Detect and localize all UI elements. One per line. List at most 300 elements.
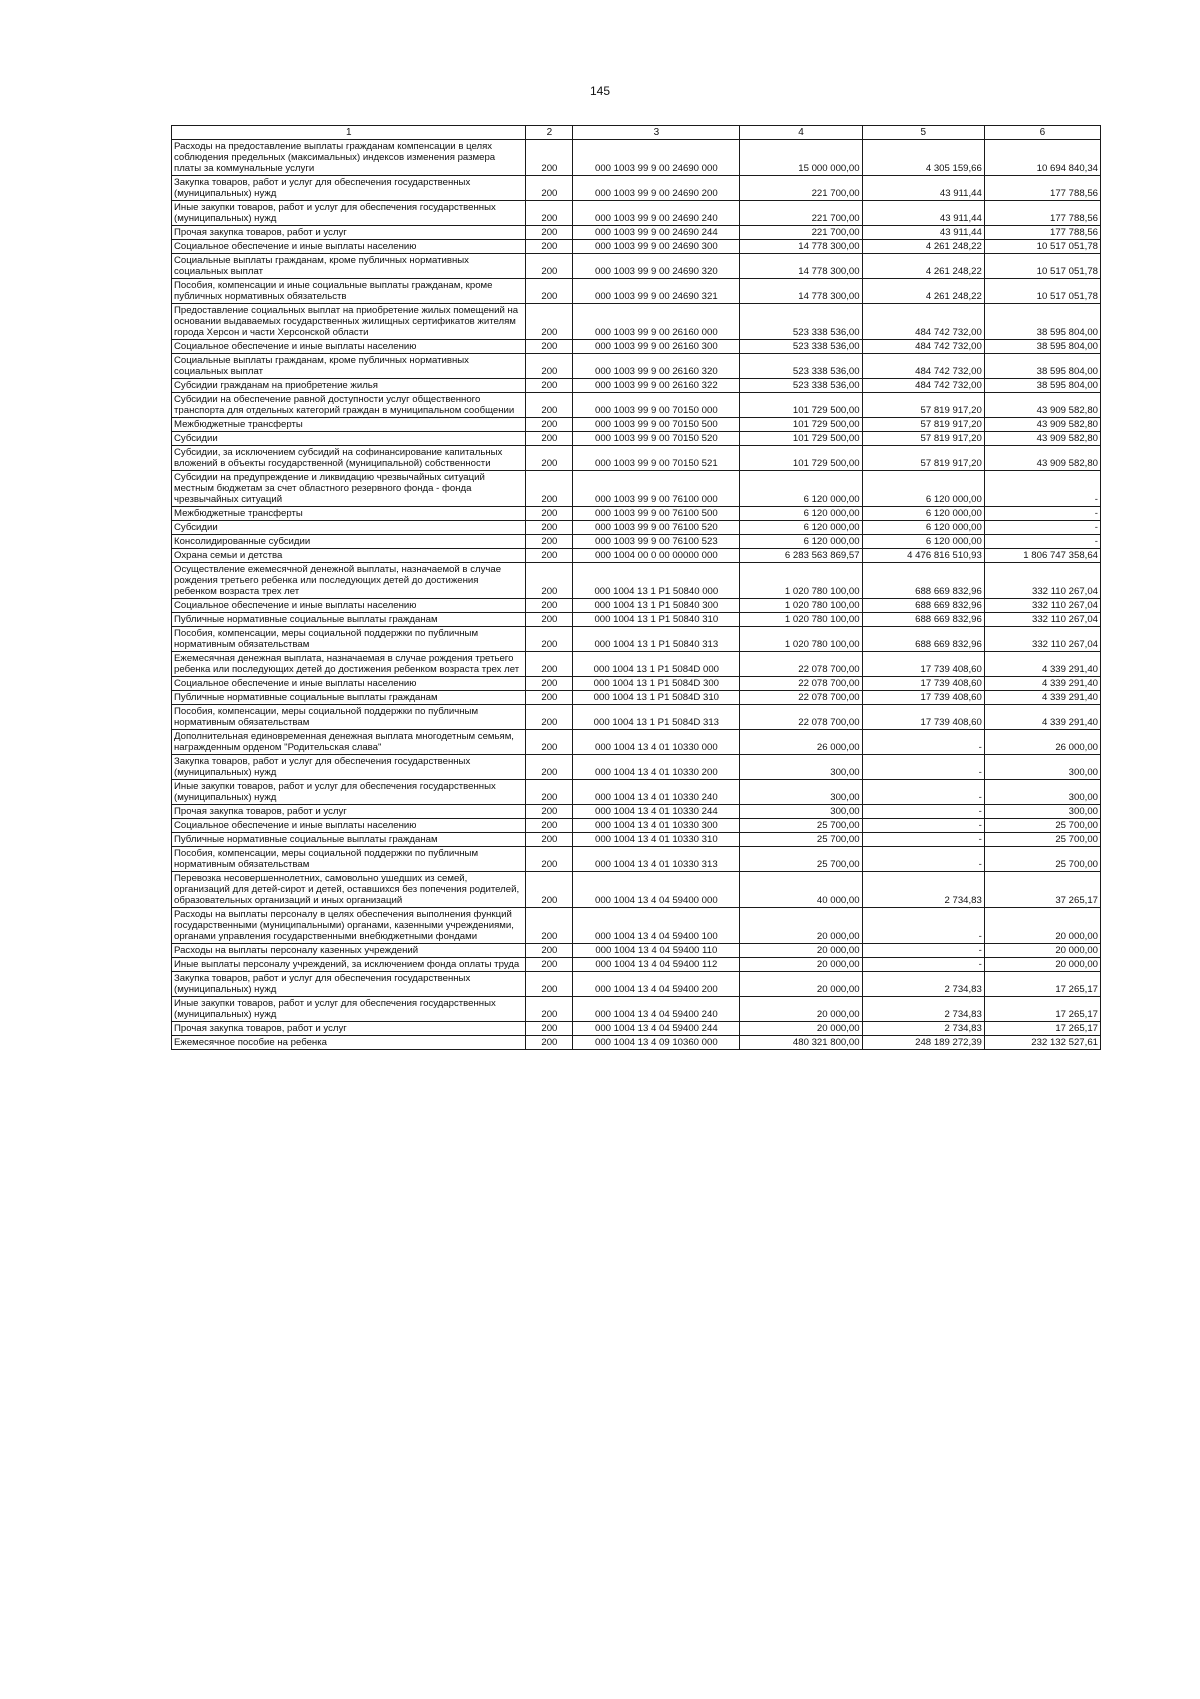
budget-code-cell: 000 1004 13 1 P1 50840 313 <box>573 627 740 652</box>
executed-amount-cell: 57 819 917,20 <box>862 432 984 446</box>
approved-amount-cell: 1 020 780 100,00 <box>740 599 862 613</box>
executed-amount-cell: 248 189 272,39 <box>862 1036 984 1050</box>
budget-code-cell: 000 1003 99 9 00 70150 521 <box>573 446 740 471</box>
column-header: 5 <box>862 126 984 140</box>
table-row <box>172 201 1101 226</box>
column-header: 6 <box>984 126 1100 140</box>
executed-amount-cell: 484 742 732,00 <box>862 340 984 354</box>
budget-code-cell: 000 1004 13 4 01 10330 300 <box>573 819 740 833</box>
table-row <box>172 379 1101 393</box>
approved-amount-cell: 221 700,00 <box>740 201 862 226</box>
unexecuted-amount-cell: 300,00 <box>984 780 1100 805</box>
row-name-cell: Субсидии на обеспечение равной доступности услуг общественного транспорта для отдельных категорий граждан в муниципальном сообщении <box>172 393 526 418</box>
line-code-cell: 200 <box>526 140 573 176</box>
table-row <box>172 997 1101 1022</box>
executed-amount-cell: 688 669 832,96 <box>862 627 984 652</box>
budget-code-cell: 000 1004 13 4 04 59400 244 <box>573 1022 740 1036</box>
budget-code-cell: 000 1003 99 9 00 24690 244 <box>573 226 740 240</box>
row-name-cell: Расходы на предоставление выплаты гражданам компенсации в целях соблюдения предельных (максимальных) индексов изменения размера платы за коммунальные услуги <box>172 140 526 176</box>
unexecuted-amount-cell: 4 339 291,40 <box>984 691 1100 705</box>
table-row <box>172 304 1101 340</box>
line-code-cell: 200 <box>526 599 573 613</box>
column-header: 3 <box>573 126 740 140</box>
table-row <box>172 730 1101 755</box>
budget-code-cell: 000 1004 00 0 00 00000 000 <box>573 549 740 563</box>
approved-amount-cell: 523 338 536,00 <box>740 354 862 379</box>
budget-code-cell: 000 1004 13 1 P1 5084D 300 <box>573 677 740 691</box>
executed-amount-cell: 4 261 248,22 <box>862 279 984 304</box>
approved-amount-cell: 20 000,00 <box>740 958 862 972</box>
unexecuted-amount-cell: 25 700,00 <box>984 819 1100 833</box>
row-name-cell: Иные закупки товаров, работ и услуг для обеспечения государственных (муниципальных) нужд <box>172 780 526 805</box>
line-code-cell: 200 <box>526 691 573 705</box>
table-row <box>172 972 1101 997</box>
budget-code-cell: 000 1004 13 4 04 59400 000 <box>573 872 740 908</box>
unexecuted-amount-cell: 25 700,00 <box>984 833 1100 847</box>
line-code-cell: 200 <box>526 1022 573 1036</box>
executed-amount-cell: 484 742 732,00 <box>862 379 984 393</box>
executed-amount-cell: 57 819 917,20 <box>862 393 984 418</box>
approved-amount-cell: 40 000,00 <box>740 872 862 908</box>
table-row <box>172 833 1101 847</box>
approved-amount-cell: 20 000,00 <box>740 1022 862 1036</box>
budget-code-cell: 000 1003 99 9 00 70150 500 <box>573 418 740 432</box>
line-code-cell: 200 <box>526 226 573 240</box>
row-name-cell: Публичные нормативные социальные выплаты гражданам <box>172 691 526 705</box>
unexecuted-amount-cell: 17 265,17 <box>984 972 1100 997</box>
row-name-cell: Публичные нормативные социальные выплаты гражданам <box>172 613 526 627</box>
executed-amount-cell: 4 305 159,66 <box>862 140 984 176</box>
budget-code-cell: 000 1004 13 4 01 10330 200 <box>573 755 740 780</box>
budget-code-cell: 000 1003 99 9 00 24690 240 <box>573 201 740 226</box>
table-row <box>172 908 1101 944</box>
budget-code-cell: 000 1003 99 9 00 26160 320 <box>573 354 740 379</box>
row-name-cell: Пособия, компенсации, меры социальной поддержки по публичным нормативным обязательствам <box>172 705 526 730</box>
line-code-cell: 200 <box>526 705 573 730</box>
unexecuted-amount-cell: 332 110 267,04 <box>984 563 1100 599</box>
unexecuted-amount-cell: 300,00 <box>984 805 1100 819</box>
table-row <box>172 691 1101 705</box>
row-name-cell: Предоставление социальных выплат на приобретение жилых помещений на основании выдаваемых государственных жилищных сертификатов жителям города Херсон и части Херсонской области <box>172 304 526 340</box>
executed-amount-cell: 688 669 832,96 <box>862 613 984 627</box>
budget-code-cell: 000 1003 99 9 00 24690 200 <box>573 176 740 201</box>
approved-amount-cell: 22 078 700,00 <box>740 705 862 730</box>
executed-amount-cell: 2 734,83 <box>862 872 984 908</box>
executed-amount-cell: - <box>862 908 984 944</box>
budget-code-cell: 000 1004 13 1 P1 5084D 313 <box>573 705 740 730</box>
table-row <box>172 535 1101 549</box>
executed-amount-cell: - <box>862 944 984 958</box>
executed-amount-cell: 688 669 832,96 <box>862 599 984 613</box>
budget-code-cell: 000 1003 99 9 00 70150 520 <box>573 432 740 446</box>
table-row <box>172 705 1101 730</box>
page-number: 145 <box>589 84 611 98</box>
table-row <box>172 279 1101 304</box>
table-row <box>172 1022 1101 1036</box>
budget-code-cell: 000 1003 99 9 00 26160 300 <box>573 340 740 354</box>
executed-amount-cell: 4 261 248,22 <box>862 254 984 279</box>
unexecuted-amount-cell: 332 110 267,04 <box>984 627 1100 652</box>
table-row <box>172 780 1101 805</box>
unexecuted-amount-cell: 43 909 582,80 <box>984 432 1100 446</box>
budget-code-cell: 000 1004 13 4 01 10330 313 <box>573 847 740 872</box>
approved-amount-cell: 6 120 000,00 <box>740 507 862 521</box>
unexecuted-amount-cell: 25 700,00 <box>984 847 1100 872</box>
row-name-cell: Субсидии гражданам на приобретение жилья <box>172 379 526 393</box>
line-code-cell: 200 <box>526 627 573 652</box>
approved-amount-cell: 101 729 500,00 <box>740 418 862 432</box>
budget-code-cell: 000 1004 13 4 01 10330 240 <box>573 780 740 805</box>
unexecuted-amount-cell: 232 132 527,61 <box>984 1036 1100 1050</box>
budget-code-cell: 000 1004 13 4 04 59400 200 <box>573 972 740 997</box>
line-code-cell: 200 <box>526 730 573 755</box>
table-row <box>172 507 1101 521</box>
approved-amount-cell: 20 000,00 <box>740 972 862 997</box>
executed-amount-cell: 17 739 408,60 <box>862 691 984 705</box>
executed-amount-cell: 2 734,83 <box>862 1022 984 1036</box>
row-name-cell: Межбюджетные трансферты <box>172 507 526 521</box>
table-row <box>172 847 1101 872</box>
row-name-cell: Закупка товаров, работ и услуг для обеспечения государственных (муниципальных) нужд <box>172 176 526 201</box>
approved-amount-cell: 523 338 536,00 <box>740 340 862 354</box>
approved-amount-cell: 20 000,00 <box>740 997 862 1022</box>
executed-amount-cell: - <box>862 958 984 972</box>
line-code-cell: 200 <box>526 446 573 471</box>
executed-amount-cell: - <box>862 805 984 819</box>
table-row <box>172 549 1101 563</box>
executed-amount-cell: - <box>862 780 984 805</box>
budget-code-cell: 000 1004 13 1 P1 50840 300 <box>573 599 740 613</box>
executed-amount-cell: 6 120 000,00 <box>862 521 984 535</box>
row-name-cell: Социальное обеспечение и иные выплаты населению <box>172 599 526 613</box>
executed-amount-cell: 6 120 000,00 <box>862 535 984 549</box>
budget-code-cell: 000 1004 13 4 04 59400 112 <box>573 958 740 972</box>
budget-table <box>171 125 1101 1050</box>
unexecuted-amount-cell: 10 694 840,34 <box>984 140 1100 176</box>
table-row <box>172 755 1101 780</box>
approved-amount-cell: 6 120 000,00 <box>740 521 862 535</box>
executed-amount-cell: 688 669 832,96 <box>862 563 984 599</box>
table-row <box>172 627 1101 652</box>
executed-amount-cell: - <box>862 730 984 755</box>
table-row <box>172 958 1101 972</box>
table-body <box>172 140 1101 1050</box>
unexecuted-amount-cell: 177 788,56 <box>984 201 1100 226</box>
table-header-row <box>172 126 1101 140</box>
unexecuted-amount-cell: 10 517 051,78 <box>984 279 1100 304</box>
table-row <box>172 677 1101 691</box>
row-name-cell: Закупка товаров, работ и услуг для обеспечения государственных (муниципальных) нужд <box>172 755 526 780</box>
row-name-cell: Дополнительная единовременная денежная выплата многодетным семьям, награжденным орденом "Родительская слава" <box>172 730 526 755</box>
row-name-cell: Социальное обеспечение и иные выплаты населению <box>172 819 526 833</box>
row-name-cell: Перевозка несовершеннолетних, самовольно ушедших из семей, организаций для детей-сирот и детей, оставшихся без попечения родителей, образовательных организаций и иных организаций <box>172 872 526 908</box>
row-name-cell: Консолидированные субсидии <box>172 535 526 549</box>
row-name-cell: Иные выплаты персоналу учреждений, за исключением фонда оплаты труда <box>172 958 526 972</box>
row-name-cell: Охрана семьи и детства <box>172 549 526 563</box>
row-name-cell: Пособия, компенсации, меры социальной поддержки по публичным нормативным обязательствам <box>172 847 526 872</box>
row-name-cell: Субсидии <box>172 521 526 535</box>
unexecuted-amount-cell: 38 595 804,00 <box>984 340 1100 354</box>
executed-amount-cell: 57 819 917,20 <box>862 446 984 471</box>
executed-amount-cell: 43 911,44 <box>862 226 984 240</box>
table-row <box>172 563 1101 599</box>
line-code-cell: 200 <box>526 677 573 691</box>
unexecuted-amount-cell: 177 788,56 <box>984 176 1100 201</box>
line-code-cell: 200 <box>526 847 573 872</box>
unexecuted-amount-cell: 332 110 267,04 <box>984 599 1100 613</box>
line-code-cell: 200 <box>526 1036 573 1050</box>
unexecuted-amount-cell: 43 909 582,80 <box>984 393 1100 418</box>
approved-amount-cell: 1 020 780 100,00 <box>740 613 862 627</box>
approved-amount-cell: 6 283 563 869,57 <box>740 549 862 563</box>
executed-amount-cell: 17 739 408,60 <box>862 705 984 730</box>
approved-amount-cell: 14 778 300,00 <box>740 254 862 279</box>
budget-code-cell: 000 1004 13 4 01 10330 310 <box>573 833 740 847</box>
line-code-cell: 200 <box>526 972 573 997</box>
row-name-cell: Расходы на выплаты персоналу в целях обеспечения выполнения функций государственными (муниципальными) органами, казенными учреждениями, органами управления государственными внебюджетными фондами <box>172 908 526 944</box>
unexecuted-amount-cell: 4 339 291,40 <box>984 705 1100 730</box>
budget-code-cell: 000 1004 13 1 P1 5084D 310 <box>573 691 740 705</box>
column-header: 4 <box>740 126 862 140</box>
row-name-cell: Расходы на выплаты персоналу казенных учреждений <box>172 944 526 958</box>
unexecuted-amount-cell: 1 806 747 358,64 <box>984 549 1100 563</box>
approved-amount-cell: 1 020 780 100,00 <box>740 627 862 652</box>
executed-amount-cell: 6 120 000,00 <box>862 471 984 507</box>
budget-code-cell: 000 1004 13 4 04 59400 110 <box>573 944 740 958</box>
line-code-cell: 200 <box>526 254 573 279</box>
line-code-cell: 200 <box>526 432 573 446</box>
approved-amount-cell: 15 000 000,00 <box>740 140 862 176</box>
row-name-cell: Пособия, компенсации и иные социальные выплаты гражданам, кроме публичных нормативных обязательств <box>172 279 526 304</box>
line-code-cell: 200 <box>526 944 573 958</box>
approved-amount-cell: 101 729 500,00 <box>740 393 862 418</box>
approved-amount-cell: 25 700,00 <box>740 847 862 872</box>
line-code-cell: 200 <box>526 240 573 254</box>
executed-amount-cell: 4 476 816 510,93 <box>862 549 984 563</box>
unexecuted-amount-cell: 177 788,56 <box>984 226 1100 240</box>
line-code-cell: 200 <box>526 201 573 226</box>
row-name-cell: Публичные нормативные социальные выплаты гражданам <box>172 833 526 847</box>
budget-code-cell: 000 1003 99 9 00 70150 000 <box>573 393 740 418</box>
unexecuted-amount-cell: 20 000,00 <box>984 958 1100 972</box>
table-row <box>172 226 1101 240</box>
row-name-cell: Социальное обеспечение и иные выплаты населению <box>172 340 526 354</box>
executed-amount-cell: 6 120 000,00 <box>862 507 984 521</box>
unexecuted-amount-cell: 38 595 804,00 <box>984 379 1100 393</box>
approved-amount-cell: 480 321 800,00 <box>740 1036 862 1050</box>
line-code-cell: 200 <box>526 340 573 354</box>
executed-amount-cell: - <box>862 819 984 833</box>
approved-amount-cell: 221 700,00 <box>740 176 862 201</box>
line-code-cell: 200 <box>526 908 573 944</box>
line-code-cell: 200 <box>526 535 573 549</box>
table-row <box>172 340 1101 354</box>
table-row <box>172 471 1101 507</box>
budget-code-cell: 000 1003 99 9 00 76100 000 <box>573 471 740 507</box>
budget-code-cell: 000 1003 99 9 00 24690 000 <box>573 140 740 176</box>
approved-amount-cell: 523 338 536,00 <box>740 379 862 393</box>
table-row <box>172 599 1101 613</box>
line-code-cell: 200 <box>526 176 573 201</box>
row-name-cell: Осуществление ежемесячной денежной выплаты, назначаемой в случае рождения третьего ребенка или последующих детей до достижения ребенком возраста трех лет <box>172 563 526 599</box>
table-row <box>172 944 1101 958</box>
row-name-cell: Прочая закупка товаров, работ и услуг <box>172 1022 526 1036</box>
approved-amount-cell: 300,00 <box>740 755 862 780</box>
line-code-cell: 200 <box>526 780 573 805</box>
approved-amount-cell: 22 078 700,00 <box>740 652 862 677</box>
line-code-cell: 200 <box>526 379 573 393</box>
line-code-cell: 200 <box>526 354 573 379</box>
line-code-cell: 200 <box>526 549 573 563</box>
approved-amount-cell: 101 729 500,00 <box>740 446 862 471</box>
unexecuted-amount-cell: - <box>984 471 1100 507</box>
row-name-cell: Субсидии на предупреждение и ликвидацию чрезвычайных ситуаций местным бюджетам за счет областного резервного фонда - фонда чрезвычайных ситуаций <box>172 471 526 507</box>
column-header: 2 <box>526 126 573 140</box>
unexecuted-amount-cell: 38 595 804,00 <box>984 304 1100 340</box>
table-row <box>172 354 1101 379</box>
row-name-cell: Иные закупки товаров, работ и услуг для обеспечения государственных (муниципальных) нужд <box>172 201 526 226</box>
approved-amount-cell: 22 078 700,00 <box>740 691 862 705</box>
row-name-cell: Социальное обеспечение и иные выплаты населению <box>172 240 526 254</box>
budget-code-cell: 000 1004 13 4 04 59400 100 <box>573 908 740 944</box>
budget-code-cell: 000 1003 99 9 00 26160 000 <box>573 304 740 340</box>
approved-amount-cell: 300,00 <box>740 780 862 805</box>
line-code-cell: 200 <box>526 872 573 908</box>
table-row <box>172 521 1101 535</box>
approved-amount-cell: 6 120 000,00 <box>740 535 862 549</box>
line-code-cell: 200 <box>526 507 573 521</box>
executed-amount-cell: 17 739 408,60 <box>862 677 984 691</box>
executed-amount-cell: 4 261 248,22 <box>862 240 984 254</box>
executed-amount-cell: 17 739 408,60 <box>862 652 984 677</box>
unexecuted-amount-cell: 10 517 051,78 <box>984 240 1100 254</box>
row-name-cell: Социальные выплаты гражданам, кроме публичных нормативных социальных выплат <box>172 354 526 379</box>
budget-code-cell: 000 1003 99 9 00 24690 320 <box>573 254 740 279</box>
line-code-cell: 200 <box>526 958 573 972</box>
line-code-cell: 200 <box>526 755 573 780</box>
budget-code-cell: 000 1004 13 4 09 10360 000 <box>573 1036 740 1050</box>
row-name-cell: Социальные выплаты гражданам, кроме публичных нормативных социальных выплат <box>172 254 526 279</box>
unexecuted-amount-cell: - <box>984 507 1100 521</box>
row-name-cell: Социальное обеспечение и иные выплаты населению <box>172 677 526 691</box>
unexecuted-amount-cell: 37 265,17 <box>984 872 1100 908</box>
line-code-cell: 200 <box>526 833 573 847</box>
budget-code-cell: 000 1003 99 9 00 76100 500 <box>573 507 740 521</box>
budget-code-cell: 000 1004 13 4 04 59400 240 <box>573 997 740 1022</box>
approved-amount-cell: 25 700,00 <box>740 833 862 847</box>
row-name-cell: Прочая закупка товаров, работ и услуг <box>172 805 526 819</box>
table-row <box>172 872 1101 908</box>
unexecuted-amount-cell: - <box>984 521 1100 535</box>
table-row <box>172 819 1101 833</box>
budget-code-cell: 000 1004 13 4 01 10330 244 <box>573 805 740 819</box>
approved-amount-cell: 300,00 <box>740 805 862 819</box>
budget-code-cell: 000 1003 99 9 00 24690 300 <box>573 240 740 254</box>
row-name-cell: Ежемесячное пособие на ребенка <box>172 1036 526 1050</box>
budget-code-cell: 000 1003 99 9 00 76100 523 <box>573 535 740 549</box>
budget-code-cell: 000 1003 99 9 00 76100 520 <box>573 521 740 535</box>
line-code-cell: 200 <box>526 563 573 599</box>
unexecuted-amount-cell: 332 110 267,04 <box>984 613 1100 627</box>
line-code-cell: 200 <box>526 652 573 677</box>
column-header: 1 <box>172 126 526 140</box>
budget-code-cell: 000 1004 13 1 P1 50840 000 <box>573 563 740 599</box>
row-name-cell: Закупка товаров, работ и услуг для обеспечения государственных (муниципальных) нужд <box>172 972 526 997</box>
budget-code-cell: 000 1003 99 9 00 26160 322 <box>573 379 740 393</box>
unexecuted-amount-cell: 17 265,17 <box>984 1022 1100 1036</box>
executed-amount-cell: 484 742 732,00 <box>862 304 984 340</box>
table-row <box>172 805 1101 819</box>
table-row <box>172 240 1101 254</box>
line-code-cell: 200 <box>526 304 573 340</box>
line-code-cell: 200 <box>526 805 573 819</box>
approved-amount-cell: 523 338 536,00 <box>740 304 862 340</box>
table-row <box>172 1036 1101 1050</box>
budget-code-cell: 000 1004 13 1 P1 5084D 000 <box>573 652 740 677</box>
line-code-cell: 200 <box>526 521 573 535</box>
approved-amount-cell: 14 778 300,00 <box>740 240 862 254</box>
executed-amount-cell: - <box>862 833 984 847</box>
unexecuted-amount-cell: 43 909 582,80 <box>984 418 1100 432</box>
unexecuted-amount-cell: 43 909 582,80 <box>984 446 1100 471</box>
approved-amount-cell: 20 000,00 <box>740 944 862 958</box>
line-code-cell: 200 <box>526 613 573 627</box>
line-code-cell: 200 <box>526 279 573 304</box>
row-name-cell: Прочая закупка товаров, работ и услуг <box>172 226 526 240</box>
approved-amount-cell: 101 729 500,00 <box>740 432 862 446</box>
executed-amount-cell: 2 734,83 <box>862 972 984 997</box>
table-row <box>172 446 1101 471</box>
unexecuted-amount-cell: 10 517 051,78 <box>984 254 1100 279</box>
line-code-cell: 200 <box>526 471 573 507</box>
table-row <box>172 432 1101 446</box>
table-row <box>172 418 1101 432</box>
unexecuted-amount-cell: 26 000,00 <box>984 730 1100 755</box>
unexecuted-amount-cell: 4 339 291,40 <box>984 677 1100 691</box>
executed-amount-cell: 484 742 732,00 <box>862 354 984 379</box>
table-row <box>172 176 1101 201</box>
line-code-cell: 200 <box>526 418 573 432</box>
approved-amount-cell: 14 778 300,00 <box>740 279 862 304</box>
row-name-cell: Ежемесячная денежная выплата, назначаемая в случае рождения третьего ребенка или последующих детей до достижения ребенком возраста трех лет <box>172 652 526 677</box>
line-code-cell: 200 <box>526 997 573 1022</box>
line-code-cell: 200 <box>526 819 573 833</box>
row-name-cell: Субсидии, за исключением субсидий на софинансирование капитальных вложений в объекты государственной (муниципальной) собственности <box>172 446 526 471</box>
approved-amount-cell: 25 700,00 <box>740 819 862 833</box>
table-row <box>172 393 1101 418</box>
approved-amount-cell: 26 000,00 <box>740 730 862 755</box>
unexecuted-amount-cell: 20 000,00 <box>984 944 1100 958</box>
row-name-cell: Пособия, компенсации, меры социальной поддержки по публичным нормативным обязательствам <box>172 627 526 652</box>
executed-amount-cell: 43 911,44 <box>862 176 984 201</box>
table-row <box>172 254 1101 279</box>
row-name-cell: Субсидии <box>172 432 526 446</box>
executed-amount-cell: - <box>862 755 984 780</box>
approved-amount-cell: 22 078 700,00 <box>740 677 862 691</box>
line-code-cell: 200 <box>526 393 573 418</box>
unexecuted-amount-cell: - <box>984 535 1100 549</box>
executed-amount-cell: - <box>862 847 984 872</box>
approved-amount-cell: 6 120 000,00 <box>740 471 862 507</box>
row-name-cell: Иные закупки товаров, работ и услуг для обеспечения государственных (муниципальных) нужд <box>172 997 526 1022</box>
row-name-cell: Межбюджетные трансферты <box>172 418 526 432</box>
unexecuted-amount-cell: 20 000,00 <box>984 908 1100 944</box>
approved-amount-cell: 221 700,00 <box>740 226 862 240</box>
executed-amount-cell: 57 819 917,20 <box>862 418 984 432</box>
unexecuted-amount-cell: 17 265,17 <box>984 997 1100 1022</box>
budget-code-cell: 000 1004 13 4 01 10330 000 <box>573 730 740 755</box>
table-row <box>172 613 1101 627</box>
